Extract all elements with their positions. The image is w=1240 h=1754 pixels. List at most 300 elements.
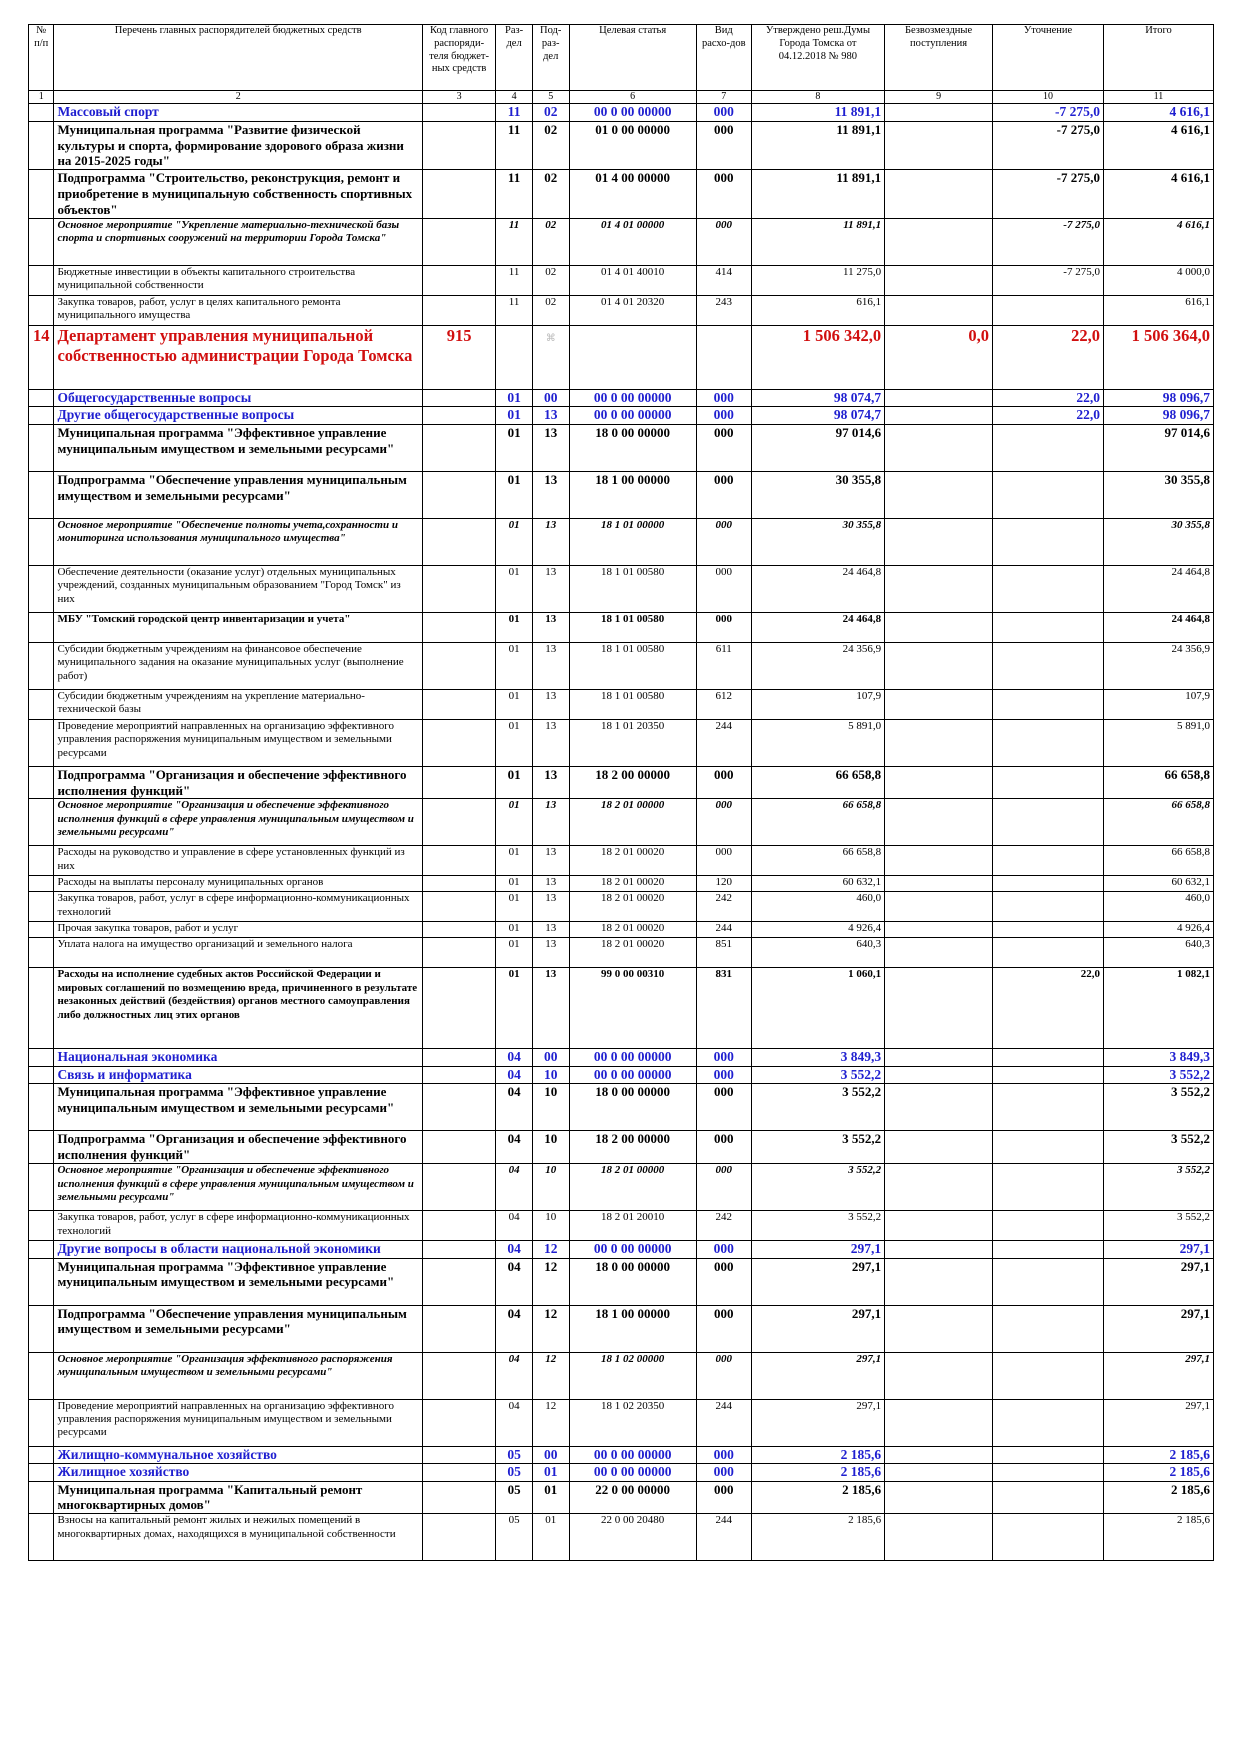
row-target-cell: 18 2 01 00000 [569, 799, 696, 846]
row-section-cell: 05 [496, 1464, 533, 1481]
row-code-cell [422, 1131, 495, 1164]
row-subsection-cell: 10 [532, 1084, 569, 1131]
row-name-cell: Муниципальная программа "Эффективное управление муниципальным имуществом и земельными ресурсами" [54, 424, 423, 471]
row-index-cell [29, 121, 54, 170]
row-adjustment-cell [993, 846, 1104, 876]
table-row [29, 719, 1214, 766]
row-adjustment-cell [993, 1399, 1104, 1446]
row-section-cell: 11 [496, 218, 533, 265]
row-total-cell: 3 552,2 [1103, 1164, 1213, 1211]
row-free-receipts-cell [885, 471, 993, 518]
table-row [29, 325, 1214, 389]
row-index-cell [29, 265, 54, 295]
row-total-cell: 4 616,1 [1103, 218, 1213, 265]
row-total-cell: 30 355,8 [1103, 471, 1213, 518]
header-cell: Уточнение [993, 25, 1104, 91]
row-adjustment-cell [993, 1084, 1104, 1131]
row-name-cell: Национальная экономика [54, 1049, 423, 1066]
row-total-cell: 1 082,1 [1103, 968, 1213, 1049]
row-target-cell: 18 0 00 00000 [569, 1084, 696, 1131]
row-approved-cell: 3 552,2 [751, 1164, 884, 1211]
row-name-cell: Жилищное хозяйство [54, 1464, 423, 1481]
row-subsection-cell: 13 [532, 799, 569, 846]
row-target-cell: 18 1 01 00580 [569, 565, 696, 612]
row-expense-type-cell: 244 [696, 1399, 751, 1446]
row-subsection-cell: 02 [532, 170, 569, 219]
row-section-cell: 04 [496, 1049, 533, 1066]
table-row [29, 1131, 1214, 1164]
table-row [29, 1481, 1214, 1514]
header-cell: Код главного распоряди-теля бюджет-ных средств [422, 25, 495, 91]
row-total-cell: 2 185,6 [1103, 1464, 1213, 1481]
table-row [29, 104, 1214, 121]
row-target-cell: 01 4 01 00000 [569, 218, 696, 265]
row-adjustment-cell: 22,0 [993, 325, 1104, 389]
row-index-cell [29, 471, 54, 518]
row-subsection-cell: 13 [532, 892, 569, 922]
header-cell: Целевая статья [569, 25, 696, 91]
row-target-cell: 18 2 00 00000 [569, 766, 696, 799]
row-free-receipts-cell [885, 1481, 993, 1514]
row-approved-cell: 297,1 [751, 1241, 884, 1258]
row-adjustment-cell [993, 719, 1104, 766]
row-target-cell: 01 0 00 00000 [569, 121, 696, 170]
table-row [29, 424, 1214, 471]
row-subsection-cell: 13 [532, 922, 569, 938]
table-row [29, 1258, 1214, 1305]
row-expense-type-cell: 414 [696, 265, 751, 295]
header-cell: Итого [1103, 25, 1213, 91]
row-section-cell: 05 [496, 1514, 533, 1561]
row-adjustment-cell [993, 1352, 1104, 1399]
row-total-cell: 4 926,4 [1103, 922, 1213, 938]
row-code-cell [422, 565, 495, 612]
row-name-cell: Закупка товаров, работ, услуг в сфере информационно-коммуникационных технологий [54, 892, 423, 922]
row-free-receipts-cell [885, 121, 993, 170]
row-index-cell [29, 968, 54, 1049]
row-section-cell: 04 [496, 1258, 533, 1305]
row-target-cell [569, 325, 696, 389]
row-subsection-cell: 01 [532, 1464, 569, 1481]
row-target-cell: 00 0 00 00000 [569, 1446, 696, 1463]
row-adjustment-cell [993, 1514, 1104, 1561]
row-approved-cell: 4 926,4 [751, 922, 884, 938]
row-section-cell: 04 [496, 1131, 533, 1164]
row-total-cell: 297,1 [1103, 1241, 1213, 1258]
row-section-cell [496, 325, 533, 389]
row-name-cell: Другие вопросы в области национальной экономики [54, 1241, 423, 1258]
row-index-cell [29, 1131, 54, 1164]
row-name-cell: Основное мероприятие "Организация и обеспечение эффективного исполнения функций в сфере управления муниципальным имуществом и земельными ресурсами" [54, 1164, 423, 1211]
row-expense-type-cell: 000 [696, 1241, 751, 1258]
table-row [29, 1352, 1214, 1399]
row-code-cell [422, 876, 495, 892]
row-section-cell: 01 [496, 389, 533, 406]
row-target-cell: 18 1 01 00580 [569, 612, 696, 642]
table-row [29, 407, 1214, 424]
row-adjustment-cell [993, 1164, 1104, 1211]
row-adjustment-cell: 22,0 [993, 407, 1104, 424]
table-row [29, 846, 1214, 876]
row-index-cell [29, 1514, 54, 1561]
row-adjustment-cell [993, 1446, 1104, 1463]
row-name-cell: Основное мероприятие "Организация эффективного распоряжения муниципальным имуществом и земельными ресурсами" [54, 1352, 423, 1399]
row-total-cell: 66 658,8 [1103, 799, 1213, 846]
row-code-cell [422, 389, 495, 406]
row-code-cell [422, 265, 495, 295]
row-free-receipts-cell [885, 938, 993, 968]
row-section-cell: 11 [496, 265, 533, 295]
row-section-cell: 04 [496, 1164, 533, 1211]
row-approved-cell: 297,1 [751, 1399, 884, 1446]
row-section-cell: 11 [496, 170, 533, 219]
row-index-cell [29, 922, 54, 938]
row-name-cell: Расходы на руководство и управление в сфере установленных функций из них [54, 846, 423, 876]
row-total-cell: 297,1 [1103, 1305, 1213, 1352]
row-index-cell [29, 642, 54, 689]
row-name-cell: Уплата налога на имущество организаций и земельного налога [54, 938, 423, 968]
row-approved-cell: 460,0 [751, 892, 884, 922]
row-total-cell: 24 464,8 [1103, 612, 1213, 642]
row-section-cell: 01 [496, 689, 533, 719]
row-index-cell [29, 1399, 54, 1446]
row-expense-type-cell: 242 [696, 892, 751, 922]
row-section-cell: 04 [496, 1211, 533, 1241]
row-free-receipts-cell [885, 642, 993, 689]
column-number-cell: 11 [1103, 91, 1213, 104]
row-approved-cell: 3 552,2 [751, 1211, 884, 1241]
row-expense-type-cell: 000 [696, 170, 751, 219]
row-target-cell: 00 0 00 00000 [569, 1049, 696, 1066]
table-row [29, 642, 1214, 689]
row-target-cell: 01 4 01 40010 [569, 265, 696, 295]
row-index-cell [29, 295, 54, 325]
row-name-cell: Муниципальная программа "Капитальный ремонт многоквартирных домов" [54, 1481, 423, 1514]
row-free-receipts-cell [885, 1446, 993, 1463]
row-target-cell: 18 2 01 00020 [569, 938, 696, 968]
table-row [29, 968, 1214, 1049]
row-approved-cell: 1 506 342,0 [751, 325, 884, 389]
row-approved-cell: 640,3 [751, 938, 884, 968]
table-row [29, 876, 1214, 892]
row-expense-type-cell: 000 [696, 1258, 751, 1305]
row-expense-type-cell: 000 [696, 518, 751, 565]
row-index-cell [29, 799, 54, 846]
row-section-cell: 01 [496, 922, 533, 938]
row-section-cell: 04 [496, 1066, 533, 1083]
row-total-cell: 3 552,2 [1103, 1084, 1213, 1131]
table-row [29, 389, 1214, 406]
row-adjustment-cell [993, 766, 1104, 799]
header-cell: Перечень главных распорядителей бюджетных средств [54, 25, 423, 91]
row-section-cell: 11 [496, 295, 533, 325]
row-adjustment-cell [993, 1258, 1104, 1305]
row-section-cell: 01 [496, 892, 533, 922]
row-index-cell [29, 1446, 54, 1463]
row-code-cell [422, 295, 495, 325]
table-row [29, 518, 1214, 565]
row-code-cell [422, 1066, 495, 1083]
row-adjustment-cell [993, 876, 1104, 892]
row-approved-cell: 66 658,8 [751, 799, 884, 846]
header-cell: № п/п [29, 25, 54, 91]
row-target-cell: 00 0 00 00000 [569, 1464, 696, 1481]
row-section-cell: 01 [496, 719, 533, 766]
row-name-cell: Общегосударственные вопросы [54, 389, 423, 406]
table-row [29, 1305, 1214, 1352]
row-free-receipts-cell [885, 1211, 993, 1241]
row-free-receipts-cell [885, 424, 993, 471]
row-adjustment-cell [993, 1305, 1104, 1352]
row-target-cell: 01 4 01 20320 [569, 295, 696, 325]
row-expense-type-cell: 000 [696, 1066, 751, 1083]
row-name-cell: Взносы на капитальный ремонт жилых и нежилых помещений в многоквартирных домах, находящихся в муниципальной собственности [54, 1514, 423, 1561]
row-section-cell: 01 [496, 612, 533, 642]
table-row [29, 612, 1214, 642]
row-approved-cell: 616,1 [751, 295, 884, 325]
row-expense-type-cell: 242 [696, 1211, 751, 1241]
table-row [29, 766, 1214, 799]
row-total-cell: 60 632,1 [1103, 876, 1213, 892]
row-target-cell: 18 1 01 00580 [569, 642, 696, 689]
row-adjustment-cell: -7 275,0 [993, 170, 1104, 219]
row-free-receipts-cell [885, 407, 993, 424]
row-target-cell: 18 2 01 00020 [569, 892, 696, 922]
row-approved-cell: 1 060,1 [751, 968, 884, 1049]
row-name-cell: Обеспечение деятельности (оказание услуг) отдельных муниципальных учреждений, созданных муниципальным образованием "Город Томск" из них [54, 565, 423, 612]
row-name-cell: Муниципальная программа "Эффективное управление муниципальным имуществом и земельными ресурсами" [54, 1084, 423, 1131]
row-section-cell: 04 [496, 1399, 533, 1446]
row-free-receipts-cell [885, 612, 993, 642]
row-subsection-cell: 00 [532, 389, 569, 406]
row-expense-type-cell: 244 [696, 719, 751, 766]
row-approved-cell: 24 464,8 [751, 612, 884, 642]
row-free-receipts-cell [885, 295, 993, 325]
row-expense-type-cell: 000 [696, 121, 751, 170]
column-number-cell: 1 [29, 91, 54, 104]
table-row [29, 471, 1214, 518]
row-expense-type-cell: 120 [696, 876, 751, 892]
row-adjustment-cell [993, 518, 1104, 565]
row-target-cell: 18 0 00 00000 [569, 424, 696, 471]
row-free-receipts-cell [885, 565, 993, 612]
row-free-receipts-cell [885, 1241, 993, 1258]
table-row [29, 922, 1214, 938]
row-approved-cell: 11 891,1 [751, 218, 884, 265]
row-subsection-cell: 13 [532, 876, 569, 892]
row-name-cell: Субсидии бюджетным учреждениям на финансовое обеспечение муниципального задания на оказание муниципальных услуг (выполнение работ) [54, 642, 423, 689]
row-total-cell: 107,9 [1103, 689, 1213, 719]
table-row [29, 1514, 1214, 1561]
column-number-cell: 4 [496, 91, 533, 104]
row-total-cell: 297,1 [1103, 1258, 1213, 1305]
row-index-cell [29, 518, 54, 565]
row-section-cell: 04 [496, 1352, 533, 1399]
row-approved-cell: 11 891,1 [751, 104, 884, 121]
row-adjustment-cell: -7 275,0 [993, 121, 1104, 170]
row-index-cell [29, 1049, 54, 1066]
row-expense-type-cell: 000 [696, 1464, 751, 1481]
row-target-cell: 18 1 01 00000 [569, 518, 696, 565]
row-index-cell [29, 389, 54, 406]
table-row [29, 1464, 1214, 1481]
row-expense-type-cell: 244 [696, 1514, 751, 1561]
row-target-cell: 18 2 00 00000 [569, 1131, 696, 1164]
row-section-cell: 05 [496, 1481, 533, 1514]
row-approved-cell: 60 632,1 [751, 876, 884, 892]
row-free-receipts-cell [885, 1131, 993, 1164]
row-code-cell [422, 121, 495, 170]
row-name-cell: Основное мероприятие "Обеспечение полноты учета,сохранности и мониторинга использования муниципального имущества" [54, 518, 423, 565]
row-index-cell [29, 1464, 54, 1481]
row-code-cell [422, 518, 495, 565]
row-subsection-cell: 13 [532, 471, 569, 518]
table-row [29, 689, 1214, 719]
row-subsection-cell: 10 [532, 1211, 569, 1241]
row-code-cell [422, 1399, 495, 1446]
row-total-cell: 30 355,8 [1103, 518, 1213, 565]
row-subsection-cell: 13 [532, 766, 569, 799]
row-subsection-cell: 02 [532, 218, 569, 265]
row-target-cell: 00 0 00 00000 [569, 389, 696, 406]
row-section-cell: 04 [496, 1241, 533, 1258]
row-target-cell: 18 1 02 00000 [569, 1352, 696, 1399]
row-target-cell: 99 0 00 00310 [569, 968, 696, 1049]
row-approved-cell: 24 356,9 [751, 642, 884, 689]
row-code-cell [422, 424, 495, 471]
row-name-cell: Закупка товаров, работ, услуг в целях капитального ремонта муниципального имущества [54, 295, 423, 325]
row-expense-type-cell: 831 [696, 968, 751, 1049]
row-free-receipts-cell [885, 846, 993, 876]
row-section-cell: 01 [496, 565, 533, 612]
row-free-receipts-cell: 0,0 [885, 325, 993, 389]
row-expense-type-cell: 000 [696, 389, 751, 406]
row-expense-type-cell: 000 [696, 1131, 751, 1164]
row-section-cell: 04 [496, 1084, 533, 1131]
row-total-cell: 66 658,8 [1103, 846, 1213, 876]
column-number-cell: 2 [54, 91, 423, 104]
row-total-cell: 5 891,0 [1103, 719, 1213, 766]
table-row [29, 218, 1214, 265]
row-free-receipts-cell [885, 1084, 993, 1131]
row-index-cell: 14 [29, 325, 54, 389]
row-total-cell: 616,1 [1103, 295, 1213, 325]
row-expense-type-cell: 000 [696, 846, 751, 876]
row-name-cell: Основное мероприятие "Организация и обеспечение эффективного исполнения функций в сфере управления муниципальным имуществом и земельными ресурсами" [54, 799, 423, 846]
row-index-cell [29, 104, 54, 121]
table-row [29, 1066, 1214, 1083]
row-name-cell: Департамент управления муниципальной собственностью администрации Города Томска [54, 325, 423, 389]
row-approved-cell: 11 891,1 [751, 170, 884, 219]
row-code-cell: 915 [422, 325, 495, 389]
row-index-cell [29, 1352, 54, 1399]
row-expense-type-cell: 000 [696, 766, 751, 799]
table-row [29, 799, 1214, 846]
row-free-receipts-cell [885, 1049, 993, 1066]
row-code-cell [422, 1481, 495, 1514]
row-adjustment-cell [993, 642, 1104, 689]
row-expense-type-cell: 611 [696, 642, 751, 689]
row-index-cell [29, 424, 54, 471]
row-adjustment-cell: 22,0 [993, 389, 1104, 406]
row-index-cell [29, 1241, 54, 1258]
row-adjustment-cell [993, 295, 1104, 325]
row-subsection-cell [532, 325, 569, 389]
row-section-cell: 01 [496, 968, 533, 1049]
column-number-cell: 8 [751, 91, 884, 104]
row-target-cell: 00 0 00 00000 [569, 1241, 696, 1258]
row-index-cell [29, 1211, 54, 1241]
row-expense-type-cell: 000 [696, 1352, 751, 1399]
row-subsection-cell: 10 [532, 1066, 569, 1083]
row-name-cell: Жилищно-коммунальное хозяйство [54, 1446, 423, 1463]
row-subsection-cell: 13 [532, 968, 569, 1049]
row-index-cell [29, 1066, 54, 1083]
row-approved-cell: 3 552,2 [751, 1131, 884, 1164]
row-approved-cell: 297,1 [751, 1258, 884, 1305]
row-name-cell: Расходы на исполнение судебных актов Российской Федерации и мировых соглашений по возмещению вреда, причиненного в результате незаконных действий (бездействия) органов местного самоуправления либо должностных лиц этих органов [54, 968, 423, 1049]
table-row [29, 1241, 1214, 1258]
row-total-cell: 3 552,2 [1103, 1131, 1213, 1164]
row-target-cell: 22 0 00 00000 [569, 1481, 696, 1514]
row-approved-cell: 5 891,0 [751, 719, 884, 766]
row-approved-cell: 2 185,6 [751, 1446, 884, 1463]
row-free-receipts-cell [885, 1164, 993, 1211]
row-name-cell: Подпрограмма "Обеспечение управления муниципальным имуществом и земельными ресурсами" [54, 1305, 423, 1352]
row-code-cell [422, 170, 495, 219]
column-number-cell: 7 [696, 91, 751, 104]
row-subsection-cell: 13 [532, 642, 569, 689]
row-free-receipts-cell [885, 170, 993, 219]
row-subsection-cell: 02 [532, 104, 569, 121]
table-row [29, 1164, 1214, 1211]
row-expense-type-cell [696, 325, 751, 389]
row-name-cell: Прочая закупка товаров, работ и услуг [54, 922, 423, 938]
row-subsection-cell: 12 [532, 1399, 569, 1446]
row-name-cell: Другие общегосударственные вопросы [54, 407, 423, 424]
row-code-cell [422, 938, 495, 968]
row-name-cell: Проведение мероприятий направленных на организацию эффективного управления распоряжения муниципальным имуществом и земельными ресурсами [54, 1399, 423, 1446]
row-approved-cell: 11 275,0 [751, 265, 884, 295]
row-index-cell [29, 876, 54, 892]
row-expense-type-cell: 000 [696, 799, 751, 846]
row-subsection-cell: 13 [532, 938, 569, 968]
row-code-cell [422, 689, 495, 719]
row-target-cell: 18 0 00 00000 [569, 1258, 696, 1305]
row-subsection-cell: 02 [532, 121, 569, 170]
header-cell: Утверждено реш.Думы Города Томска от 04.12.2018 № 980 [751, 25, 884, 91]
row-code-cell [422, 642, 495, 689]
row-approved-cell: 11 891,1 [751, 121, 884, 170]
row-expense-type-cell: 000 [696, 1446, 751, 1463]
table-row [29, 1049, 1214, 1066]
row-adjustment-cell: -7 275,0 [993, 218, 1104, 265]
row-target-cell: 18 2 01 20010 [569, 1211, 696, 1241]
row-adjustment-cell [993, 471, 1104, 518]
row-approved-cell: 2 185,6 [751, 1464, 884, 1481]
row-subsection-cell: 13 [532, 612, 569, 642]
row-target-cell: 18 2 01 00000 [569, 1164, 696, 1211]
row-free-receipts-cell [885, 389, 993, 406]
row-section-cell: 01 [496, 766, 533, 799]
row-total-cell: 3 849,3 [1103, 1049, 1213, 1066]
row-code-cell [422, 892, 495, 922]
header-row [29, 25, 1214, 91]
table-row [29, 121, 1214, 170]
row-target-cell: 18 1 01 20350 [569, 719, 696, 766]
row-subsection-cell: 10 [532, 1131, 569, 1164]
row-name-cell: Подпрограмма "Организация и обеспечение эффективного исполнения функций" [54, 1131, 423, 1164]
